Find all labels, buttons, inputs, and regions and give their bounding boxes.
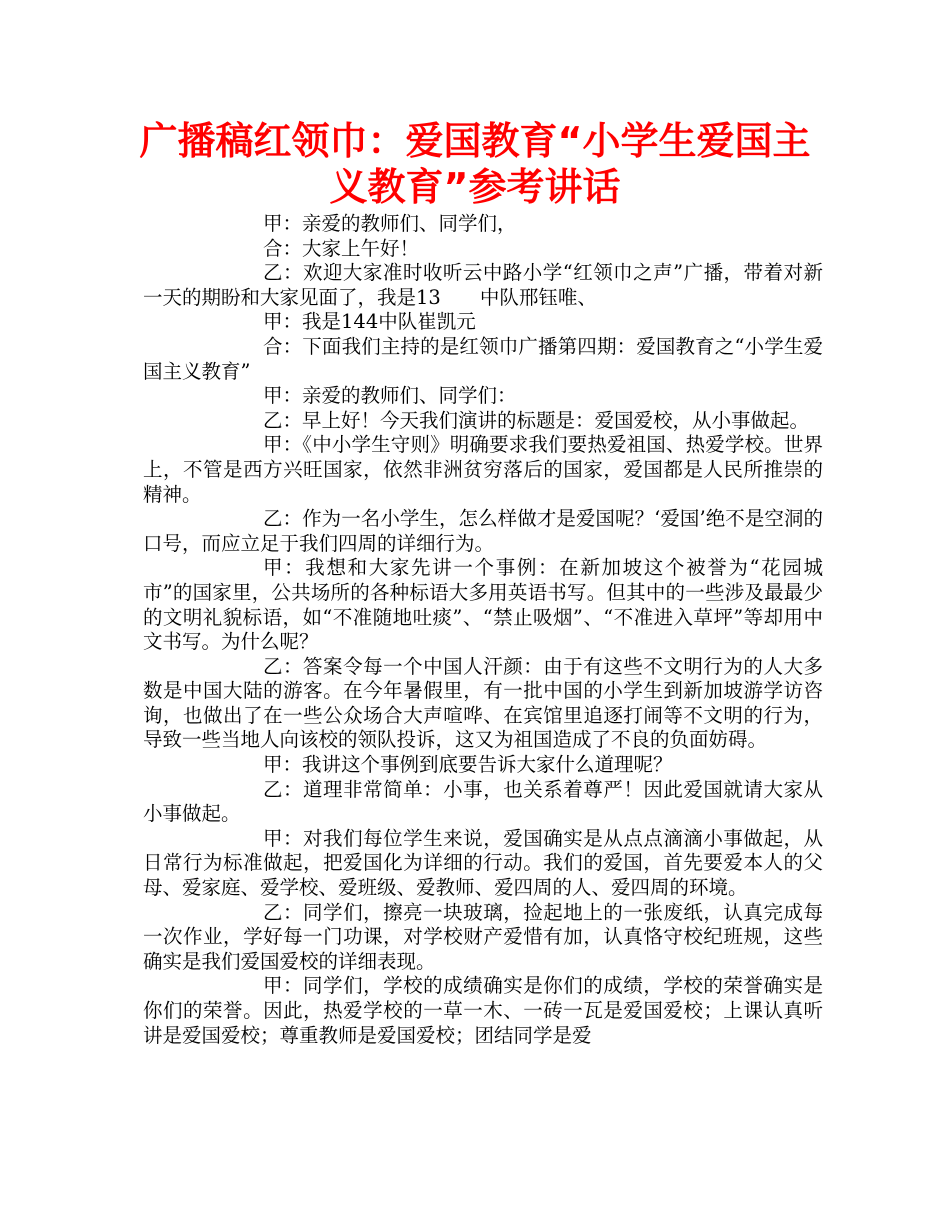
paragraph-12: 甲：我讲这个事例到底要告诉大家什么道理呢？ <box>263 753 673 777</box>
document-body <box>143 212 823 1048</box>
title-line-1: 广播稿红领巾：爱国教育“小学生爱国主 <box>139 119 811 163</box>
paragraph-16: 甲：同学们，学校的成绩确实是你们的成绩，学校的荣誉确实是你们的荣誉。因此，热爱学校的一草一木、一砖一瓦是爱国爱校；上课认真听讲是爱国爱校；尊重教师是爱国爱校；团结同学是爱 <box>143 974 823 1047</box>
paragraph-1: 甲：亲爱的教师们、同学们， <box>263 212 517 235</box>
title-line-2: 义教育”参考讲话 <box>329 165 621 209</box>
paragraph-11: 乙：答案令每一个中国人汗颜：由于有这些不文明行为的人大多数是中国大陆的游客。在今年暑假里，有一批中国的小学生到新加坡游学访咨询，也做出了在一些公众场合大声喧哗、在宾馆里追逐打闹等不文明的行为，导致一些当地人向该校的领队投诉，这又为祖国造成了不良的负面妨碍。 <box>143 654 823 752</box>
paragraph-4: 甲：我是144中队崔凯元 <box>263 310 476 334</box>
paragraph-10: 甲：我想和大家先讲一个事例：在新加坡这个被誉为“花园城市”的国家里，公共场所的各种标语大多用英语书写。但其中的一些涉及最最少的文明礼貌标语，如“不准随地吐痰”、“禁止吸烟”、“不准进入草坪”等却用中文书写。为什么呢？ <box>143 556 823 654</box>
paragraph-8: 甲：《中小学生守则》明确要求我们要热爱祖国、热爱学校。世界上，不管是西方兴旺国家，依然非洲贫穷落后的国家，爱国都是人民所推崇的精神。 <box>143 433 823 506</box>
paragraph-13: 乙：道理非常简单：小事，也关系着尊严！因此爱国就请大家从小事做起。 <box>143 777 823 826</box>
paragraph-6: 甲：亲爱的教师们、同学们： <box>263 384 517 408</box>
paragraph-3: 乙：欢迎大家准时收听云中路小学“红领巾之声”广播，带着对新一天的期盼和大家见面了，我是13 中队邢钰唯、 <box>143 261 823 309</box>
paragraph-9: 乙：作为一名小学生，怎么样做才是爱国呢？‘爱国’绝不是空洞的口号，而应立足于我们四周的详细行为。 <box>143 507 823 555</box>
paragraph-14: 甲：对我们每位学生来说，爱国确实是从点点滴滴小事做起，从日常行为标准做起，把爱国化为详细的行动。我们的爱国，首先要爱本人的父母、爱家庭、爱学校、爱班级、爱教师、爱四周的人、爱四周的环境。 <box>143 826 823 900</box>
paragraph-5: 合：下面我们主持的是红领巾广播第四期：爱国教育之“小学生爱国主义教育” <box>143 334 823 383</box>
paragraph-2: 合：大家上午好！ <box>263 236 420 260</box>
paragraph-15: 乙：同学们，擦亮一块玻璃，捡起地上的一张废纸，认真完成每一次作业，学好每一门功课，对学校财产爱惜有加，认真恪守校纪班规，这些确实是我们爱国爱校的详细表现。 <box>143 900 823 973</box>
paragraph-7: 乙：早上好！今天我们演讲的标题是：爱国爱校，从小事做起。 <box>263 408 810 432</box>
document-title <box>130 118 820 210</box>
